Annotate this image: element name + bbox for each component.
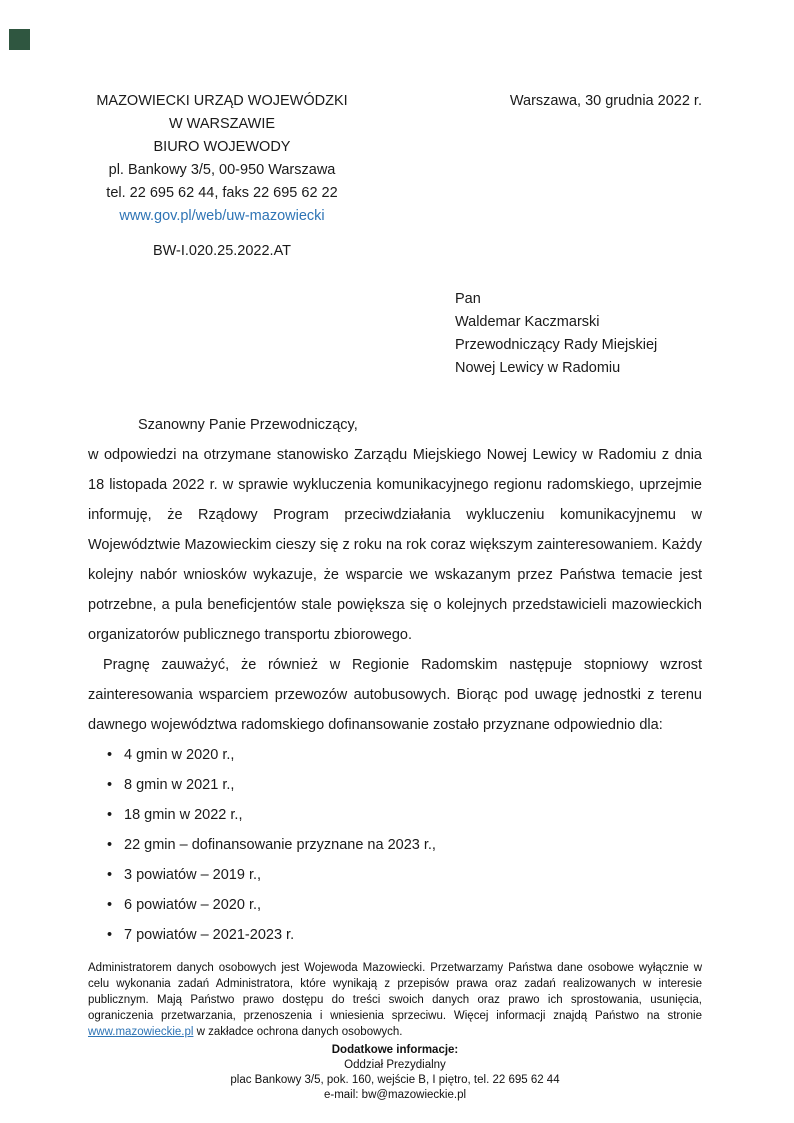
letterhead [88,90,702,263]
list-item: • 22 gmin – dofinansowanie przyznane na 2023 r., [88,830,702,860]
reference-number: BW-I.020.25.2022.AT [152,243,292,259]
list-item: • 7 powiatów – 2021-2023 r. [88,920,702,950]
additional-info-block [88,1043,702,1103]
sender-website-line [88,205,356,228]
privacy-text-before: Administratorem danych osobowych jest Wojewoda Mazowiecki. Przetwarzamy Państwa dane osobowe wyłącznie w celu wykonania zadań Administratora, które wynikają z przepisów prawa oraz zadań realizowanych w interesie publicznym. Mają Państwo prawo dostępu do treści swoich danych oraz prawo ich sprostowania, usunięcia, ograniczenia przetwarzania, przenoszenia i wniesienia sprzeciwu. Więcej informacji znajdą Państwo na stronie [88,962,702,1022]
additional-info-address: plac Bankowy 3/5, pok. 160, wejście B, I piętro, tel. 22 695 62 44 [230,1074,560,1086]
sender-address: pl. Bankowy 3/5, 00-950 Warszawa [108,162,336,178]
recipient-organization: Nowej Lewicy w Radomiu [455,360,621,376]
list-item: • 6 powiatów – 2020 r., [88,890,702,920]
additional-info-department: Oddział Prezydialny [344,1059,446,1071]
recipient-title: Przewodniczący Rady Miejskiej [455,337,658,353]
list-item: • 4 gmin w 2020 r., [88,740,702,770]
salutation: Szanowny Panie Przewodniczący, [138,417,358,433]
sender-office-name: MAZOWIECKI URZĄD WOJEWÓDZKI [96,93,348,109]
sender-website-link[interactable]: www.gov.pl/web/uw-mazowiecki [119,208,325,224]
recipient-name: Waldemar Kaczmarski [455,314,600,330]
sender-block [88,90,356,263]
recipient-block [455,288,702,380]
body-paragraph-2: Pragnę zauważyć, że również w Regionie Radomskim następuje stopniowy wzrost zainteresowania wsparciem przewozów autobusowych. Biorąc pod uwagę jednostki z terenu dawnego województwa radomskiego dofinansowanie zostało przyznane odpowiednio dla: [88,657,702,733]
sender-city-line: W WARSZAWIE [168,116,276,132]
body-paragraph-1: w odpowiedzi na otrzymane stanowisko Zarządu Miejskiego Nowej Lewicy w Radomiu z dnia 18 listopada 2022 r. w sprawie wykluczenia komunikacyjnego regionu radomskiego, uprzejmie informuję, że Rządowy Program przeciwdziałania wykluczeniu komunikacyjnemu w Województwie Mazowieckim cieszy się z roku na rok coraz większym zainteresowaniem. Każdy kolejny nabór wniosków wykazuje, że wsparcie we wskazanym przez Państwa temacie jest potrzebne, a pula beneficjentów stale powiększa się o kolejnych przedstawicieli mazowieckich organizatorów publicznego transportu zbiorowego. [88,447,702,643]
list-item: • 8 gmin w 2021 r., [88,770,702,800]
recipient-salutation-word: Pan [455,291,481,307]
sender-bureau-line: BIURO WOJEWODY [153,139,291,155]
sender-phone: tel. 22 695 62 44, faks 22 695 62 22 [106,185,338,201]
privacy-notice [88,960,702,1040]
corner-marker [9,29,30,50]
funding-bullet-list [88,740,702,950]
privacy-website-link[interactable]: www.mazowieckie.pl [88,1026,194,1038]
additional-info-title: Dodatkowe informacje: [331,1044,459,1056]
privacy-text-after: w zakładce ochrona danych osobowych. [193,1026,403,1038]
list-item: • 18 gmin w 2022 r., [88,800,702,830]
additional-info-email: e-mail: bw@mazowieckie.pl [323,1089,467,1101]
letter-date: Warszawa, 30 grudnia 2022 r. [509,93,702,109]
list-item: • 3 powiatów – 2019 r., [88,860,702,890]
